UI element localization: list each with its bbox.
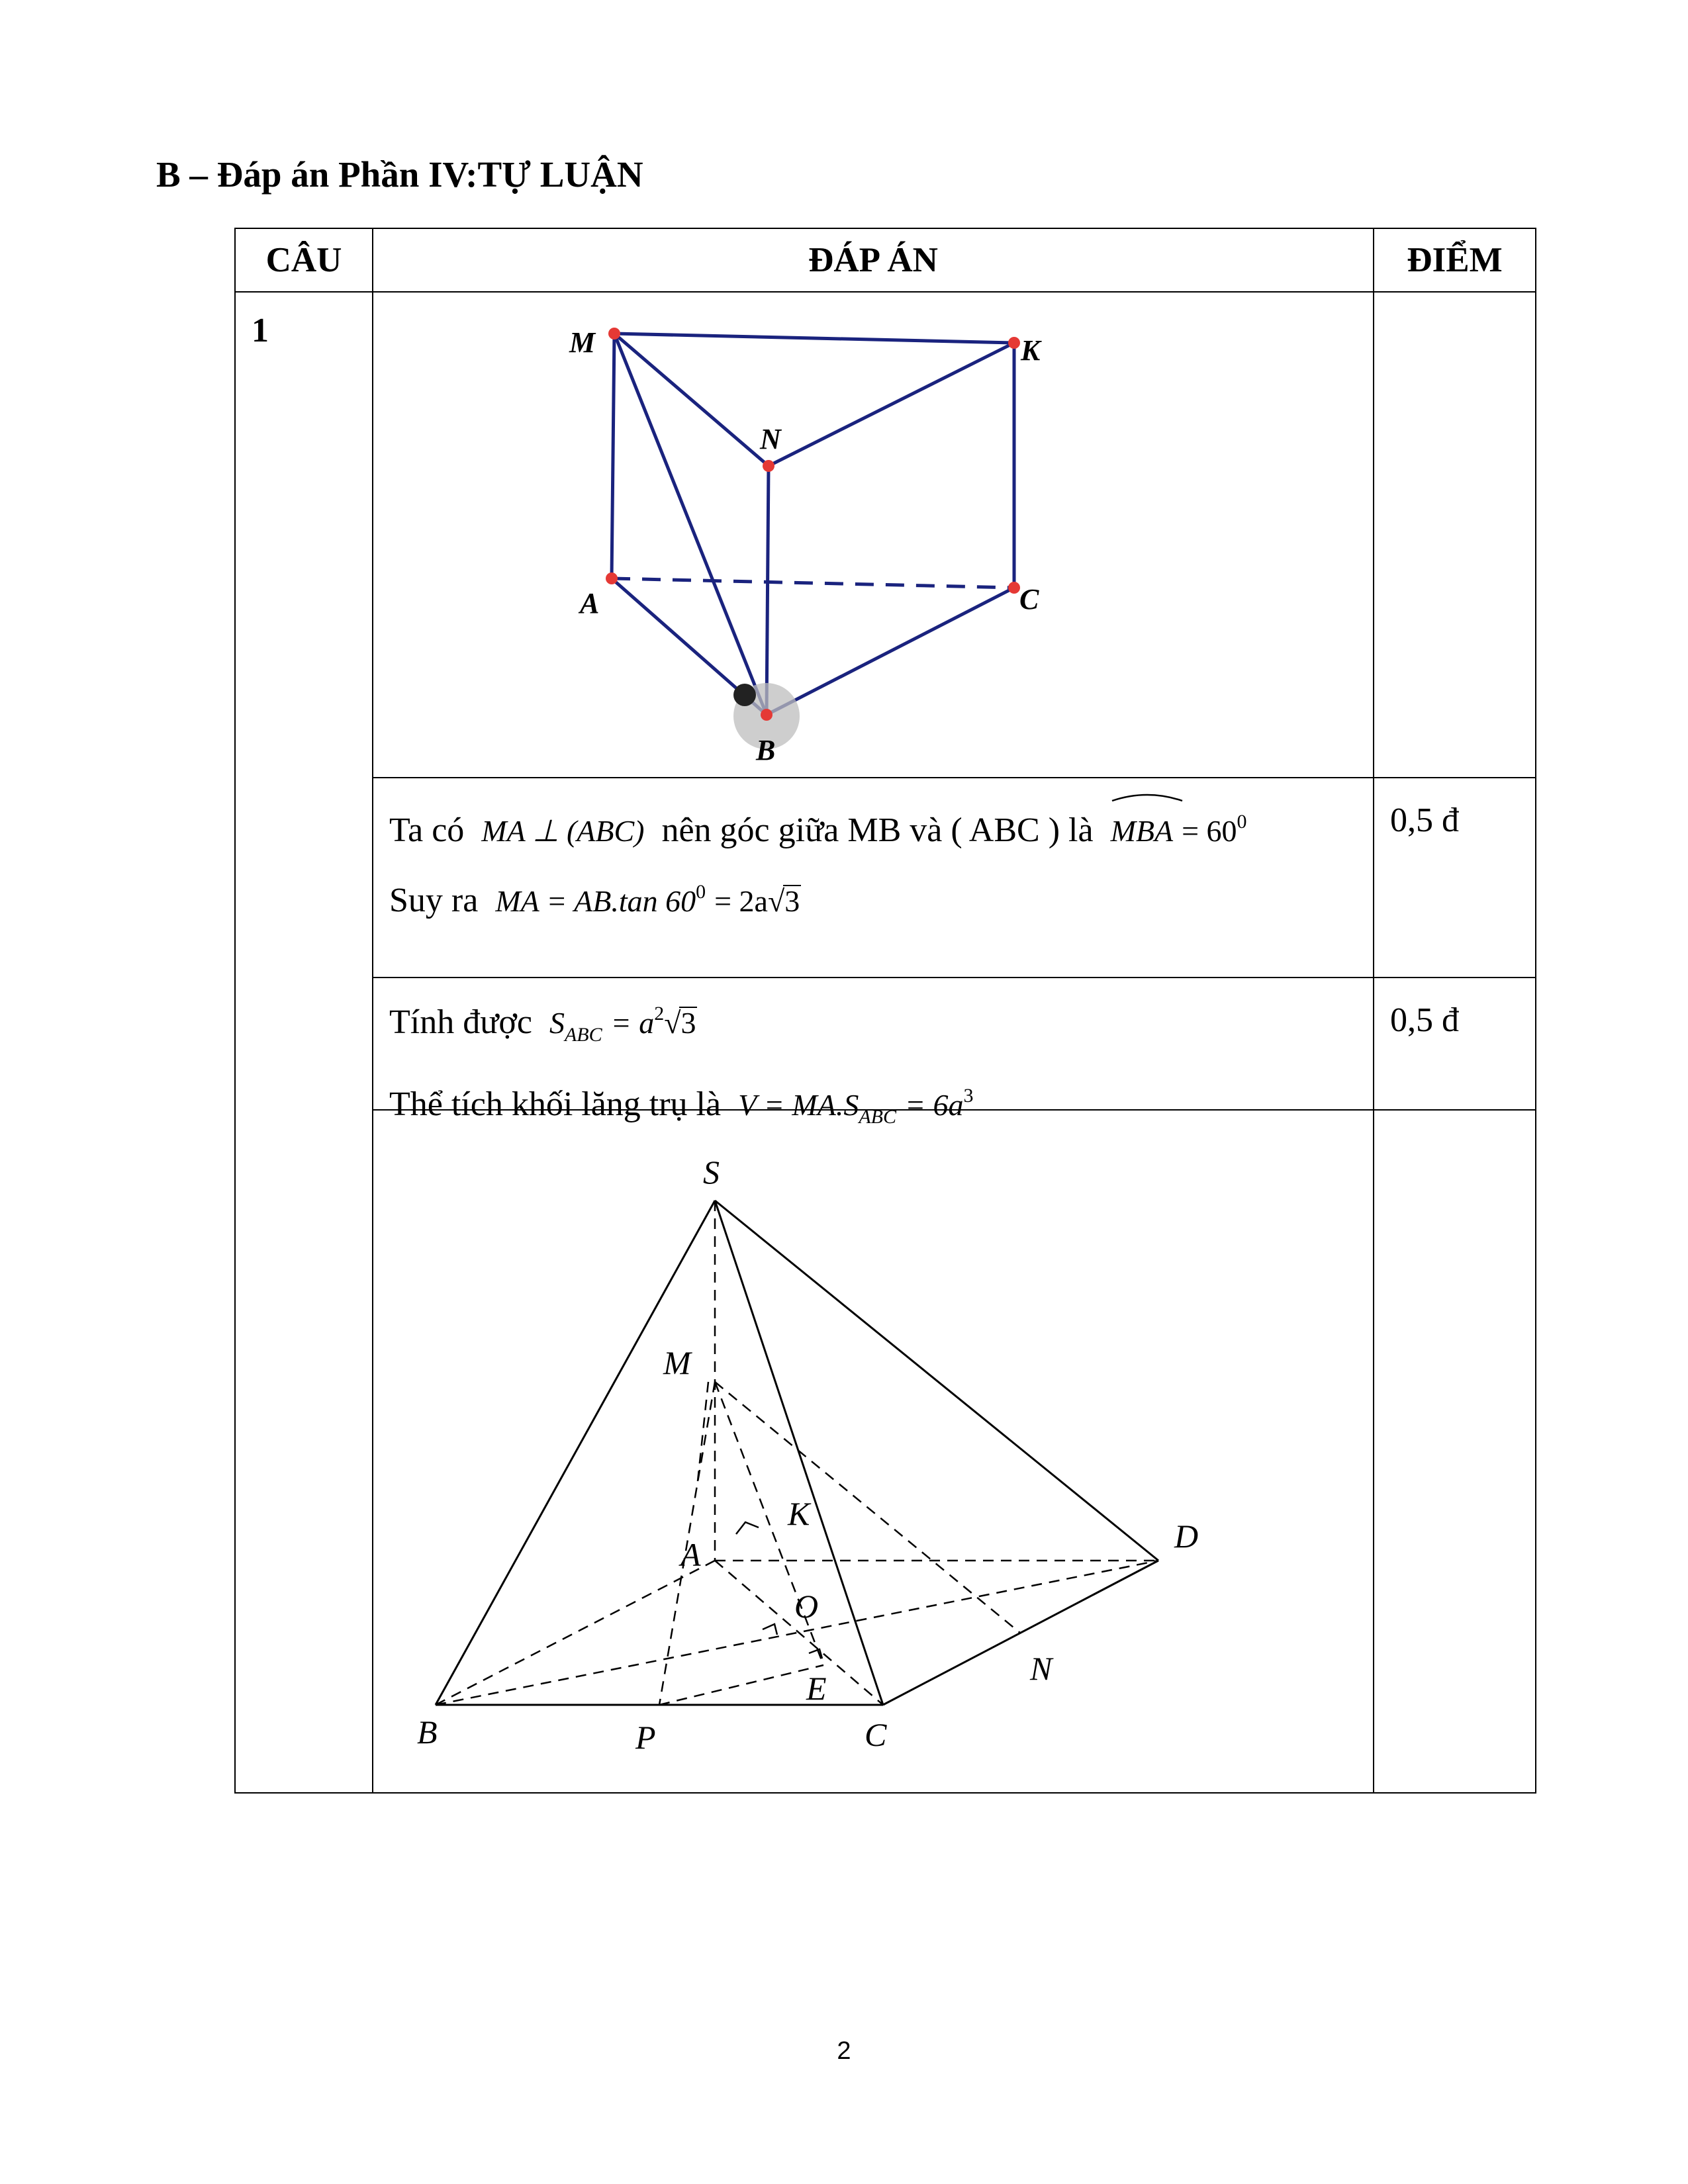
math-MA: MA = AB.tan 60 [495, 884, 696, 918]
point-M [608, 328, 620, 340]
table-row [235, 778, 1536, 978]
question-cell [235, 292, 373, 1793]
answer-row-2 [373, 978, 1374, 1128]
label-P: P [635, 1719, 656, 1756]
cursor-marker [733, 684, 756, 706]
point-K [1008, 337, 1020, 349]
label-A: A [680, 1536, 701, 1573]
segment-MA [698, 1382, 708, 1481]
label-C: C [1019, 583, 1039, 615]
label-D: D [1174, 1518, 1199, 1555]
table-header-row [235, 228, 1536, 292]
table-row [235, 292, 1536, 778]
edge-SD [715, 1201, 1158, 1561]
point-B [761, 709, 773, 721]
sqrt-sign: √ [767, 884, 785, 918]
prism-figure [373, 293, 1374, 777]
segment-MN [715, 1382, 1021, 1633]
angle-MBA: MBA [1111, 801, 1174, 862]
label-A: A [580, 587, 600, 619]
label-O: O [794, 1588, 819, 1625]
label-S: S [703, 1154, 720, 1191]
label-K: K [1021, 334, 1041, 367]
answer-line: Tính được $S_{ABC} = a^2√3$ [389, 1003, 696, 1046]
edge-MN [614, 334, 769, 466]
answer-line: Ta có MA ⊥ (ABC) nên góc giữa MB và ( ABC ) là MBA = $60^0$ [389, 792, 1373, 862]
answer-table [234, 228, 1536, 1794]
pyramid-figure-cell [373, 1110, 1374, 1793]
header-question: CÂU [235, 228, 373, 292]
pyramid-figure [373, 1111, 1374, 1792]
table-row [235, 1110, 1536, 1793]
point-A [606, 572, 618, 584]
page-number: 2 [837, 2037, 851, 2065]
label-B: B [417, 1713, 438, 1751]
edge-MB [614, 334, 767, 715]
edge-AC-hidden [612, 578, 1014, 588]
edge-NB [767, 466, 769, 715]
header-answer: ĐÁP ÁN [373, 228, 1374, 292]
point-N [763, 460, 774, 472]
edge-AB-hidden [436, 1561, 715, 1705]
edge-SC [715, 1201, 883, 1705]
edge-BC [767, 588, 1014, 715]
points-empty [1374, 292, 1536, 778]
label-N: N [1030, 1650, 1053, 1687]
section-heading: B – Đáp án Phần IV:TỰ LUẬN [156, 154, 643, 195]
right-angle-K [736, 1522, 759, 1534]
math-perpendicular: MA ⊥ (ABC) [481, 814, 645, 848]
points-empty [1374, 1110, 1536, 1793]
table-row [235, 978, 1536, 1110]
edge-NK [769, 343, 1014, 466]
segment-PE [659, 1665, 823, 1705]
point-C [1008, 582, 1020, 594]
edge-MA [612, 334, 614, 578]
points-cell: 0,5 đ [1374, 778, 1536, 978]
answer-row-1 [373, 778, 1374, 978]
answer-line: Suy ra MA = AB.tan $60^0 = 2a√3$ [389, 881, 800, 919]
label-M: M [663, 1344, 691, 1381]
label-C: C [865, 1716, 887, 1753]
edge-MK [614, 334, 1014, 343]
label-K: K [788, 1495, 810, 1532]
diagonal-AC [715, 1561, 883, 1705]
right-angle-O [763, 1624, 777, 1635]
answer-line: Thể tích khối lăng trụ là $V = MA.S_{ABC} = 6a^3$ [389, 1085, 974, 1128]
label-E: E [806, 1670, 827, 1707]
question-number: 1 [252, 312, 269, 349]
label-N: N [760, 423, 781, 455]
points-cell: 0,5 đ [1374, 978, 1536, 1110]
label-M: M [569, 326, 596, 359]
prism-figure-cell [373, 292, 1374, 778]
label-B: B [756, 734, 776, 766]
header-points: ĐIỂM [1374, 228, 1536, 292]
